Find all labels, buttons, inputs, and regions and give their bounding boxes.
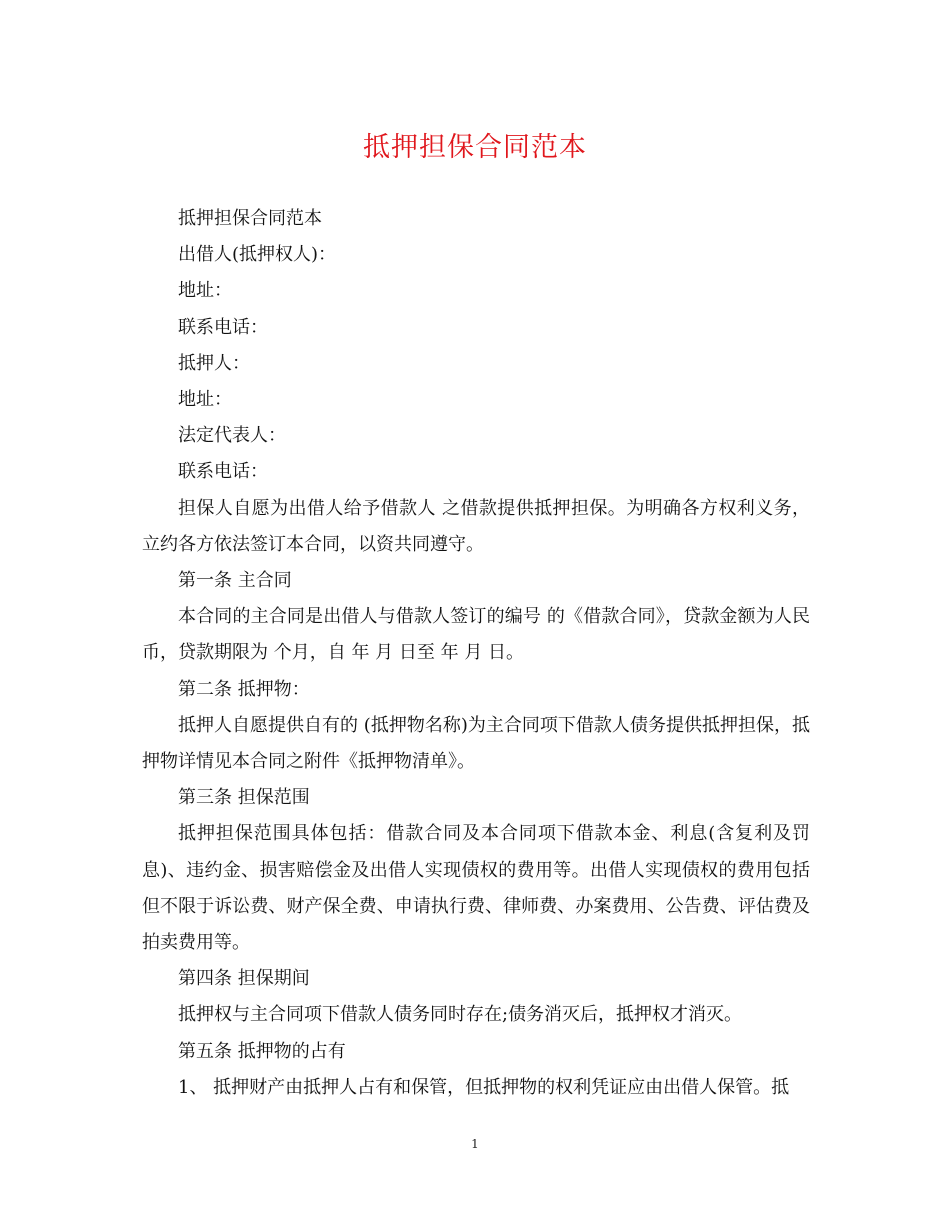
article-3-heading: 第三条 担保范围	[178, 787, 310, 809]
preamble-paragraph: 担保人自愿为出借人给予借款人 之借款提供抵押担保。为明确各方权利义务，立约各方依法签订本合同，以资共同遵守。	[142, 497, 810, 555]
article-4-heading: 第四条 担保期间	[178, 968, 310, 990]
mortgagor-address-line: 地址：	[178, 389, 232, 411]
article-2-heading: 第二条 抵押物：	[178, 678, 310, 700]
document-body	[142, 201, 810, 1106]
article-2-text: 抵押人自愿提供自有的 (抵押物名称)为主合同项下借款人债务提供抵押担保，抵押物详情见本合同之附件《抵押物清单》。	[142, 714, 810, 773]
lender-address-line: 地址：	[178, 280, 232, 302]
article-5-heading: 第五条 抵押物的占有	[178, 1040, 346, 1062]
paragraph-heading: 抵押担保合同范本	[178, 208, 322, 229]
article-1-heading: 第一条 主合同	[178, 570, 292, 592]
mortgagor-phone-line: 联系电话：	[178, 461, 268, 483]
article-1-text: 本合同的主合同是出借人与借款人签订的编号 的《借款合同》，贷款金额为人民币，贷款期限为 个月，自 年 月 日至 年 月 日。	[142, 606, 810, 664]
article-5-item-1: 1、 抵押财产由抵押人占有和保管，但抵押物的权利凭证应由出借人保管。抵	[178, 1076, 790, 1098]
page-number: 1	[471, 1137, 479, 1151]
lender-phone-line: 联系电话：	[178, 316, 268, 338]
legal-representative-line: 法定代表人：	[178, 425, 286, 447]
mortgagor-line: 抵押人：	[178, 352, 250, 374]
lender-line: 出借人(抵押权人)：	[178, 244, 337, 266]
article-4-text: 抵押权与主合同项下借款人债务同时存在;债务消灭后，抵押权才消灭。	[178, 1004, 743, 1026]
article-3-text: 抵押担保范围具体包括：借款合同及本合同项下借款本金、利息(含复利及罚息)、违约金、损害赔偿金及出借人实现债权的费用等。出借人实现债权的费用包括但不限于诉讼费、财产保全费、申请执行费、律师费、办案费用、公告费、评估费及拍卖费用等。	[142, 823, 810, 954]
document-title: 抵押担保合同范本	[363, 132, 587, 163]
